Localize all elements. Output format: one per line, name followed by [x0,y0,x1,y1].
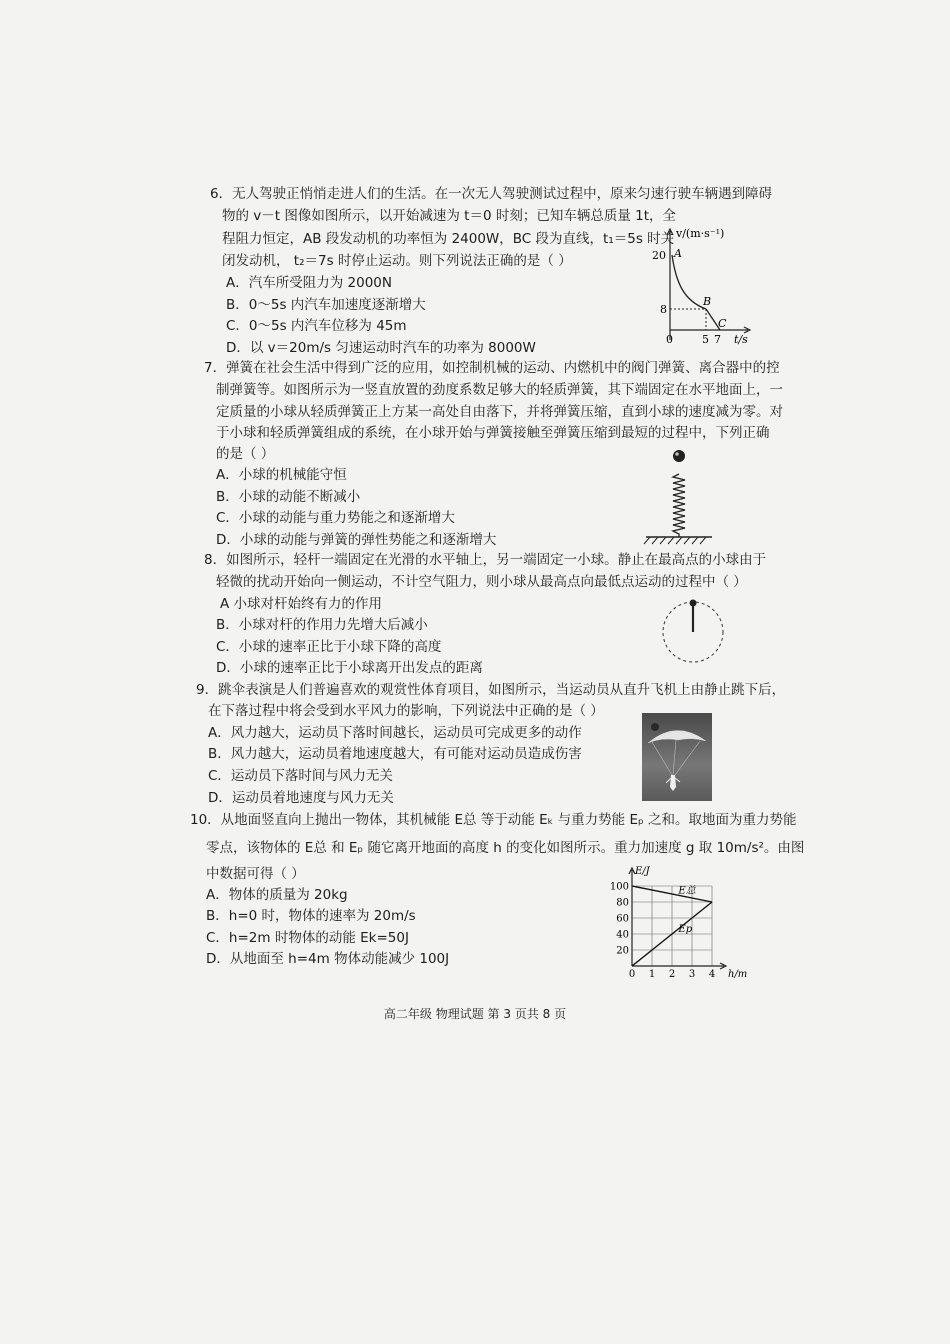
q6-graph-point-a: A [674,247,682,260]
q8-option-c: C．小球的速率正比于小球下降的高度 [216,639,442,655]
series-label: Ep [678,924,693,936]
q6-graph-y-tick-20: 20 [652,249,666,262]
q7-option-b: B．小球的动能不断减小 [216,489,361,505]
q7-stem-line4: 于小球和轻质弹簧组成的系统，在小球开始与弹簧接触至弹簧压缩到最短的过程中，下列正确 [216,425,770,441]
q6-stem-line2: 物的 v－t 图像如图所示，以开始减速为 t＝0 时刻；已知车辆总质量 1t，全 [222,208,677,224]
q6-graph-x-tick-5: 5 [702,333,709,346]
q8-option-d: D．小球的速率正比于小球离开出发点的距离 [216,660,483,676]
q9-stem-line1: 9．跳伞表演是人们普遍喜欢的观赏性体育项目，如图所示，当运动员从直升飞机上由静止跳下后， [196,682,786,698]
q7-option-a: A．小球的机械能守恒 [216,467,347,483]
y-tick-label: 20 [616,945,629,957]
series-label: E总 [678,885,696,897]
q7-stem-line5: 的是（ ） [216,446,275,462]
q10-option-c: C．h=2m 时物体的动能 Ek=50J [206,930,409,946]
ball-icon [673,450,685,462]
q10-option-b: B．h=0 时，物体的速率为 20m/s [206,908,416,924]
q6-vt-graph [648,225,758,350]
q8-rod-figure [656,594,730,668]
q6-graph-y-tick-8: 8 [660,303,667,316]
x-axis-label: h/m [728,969,748,980]
q6-stem-line1: 6．无人驾驶正悄悄走进人们的生活。在一次无人驾驶测试过程中，原来匀速行驶车辆遇到障碍 [210,186,773,202]
q6-graph-x-tick-7: 7 [714,333,721,346]
q9-option-b: B．风力越大，运动员着地速度越大，有可能对运动员造成伤害 [208,746,582,762]
q6-graph-ylabel: v/(m·s⁻¹) [676,227,725,240]
q9-option-d: D．运动员着地速度与风力无关 [208,790,394,806]
q6-graph-x-tick-0: 0 [666,333,673,346]
q6-option-a: A．汽车所受阻力为 2000N [226,275,392,291]
spring-icon [673,474,685,537]
y-tick-label: 80 [616,897,629,909]
q10-energy-chart [609,864,748,980]
q10-stem-line3: 中数据可得（ ） [206,866,305,882]
q10-option-a: A．物体的质量为 20kg [206,887,348,903]
q6-option-b: B．0～5s 内汽车加速度逐渐增大 [226,297,426,313]
q6-graph-xlabel: t/s [734,333,748,346]
x-tick-label: 0 [628,969,636,980]
q6-option-c: C．0～5s 内汽车位移为 45m [226,318,407,334]
q7-stem-line2: 制弹簧等。如图所示为一竖直放置的劲度系数足够大的轻质弹簧，其下端固定在水平地面上，一 [216,382,783,398]
q7-option-d: D．小球的动能与弹簧的弹性势能之和逐渐增大 [216,532,497,548]
q9-parachute-photo [642,713,712,801]
q10-option-d: D．从地面至 h=4m 物体动能减少 100J [206,951,450,967]
y-tick-label: 100 [609,881,629,893]
q8-option-a: A 小球对杆始终有力的作用 [220,596,383,612]
q9-stem-line2: 在下落过程中将会受到水平风力的影响，下列说法中正确的是（ ） [208,703,604,719]
q6-stem-line3: 程阻力恒定，AB 段发动机的功率恒为 2400W，BC 段为直线，t₁＝5s 时关 [222,231,675,247]
q8-option-b: B．小球对杆的作用力先增大后减小 [216,617,428,633]
y-axis-label: E/J [635,866,650,877]
q7-spring-figure [640,444,720,550]
q7-stem-line1: 7．弹簧在社会生活中得到广泛的应用，如控制机械的运动、内燃机中的阀门弹簧、离合器中的控 [204,360,780,376]
q8-stem-line1: 8．如图所示，轻杆一端固定在光滑的水平轴上，另一端固定一小球。静止在最高点的小球由于 [204,552,767,568]
x-tick-label: 3 [688,969,696,980]
q6-option-d: D．以 v＝20m/s 匀速运动时汽车的功率为 8000W [226,340,536,356]
x-tick-label: 1 [648,969,656,980]
x-tick-label: 2 [668,969,676,980]
ball-icon [690,600,697,607]
y-tick-label: 40 [616,929,629,941]
q7-option-c: C．小球的动能与重力势能之和逐渐增大 [216,510,455,526]
y-tick-label: 60 [616,913,629,925]
q9-option-c: C．运动员下落时间与风力无关 [208,768,393,784]
q10-stem-line1: 10．从地面竖直向上抛出一物体，其机械能 E总 等于动能 Eₖ 与重力势能 Eₚ 之和。取地面为重力势能 [190,812,797,828]
q8-stem-line2: 轻微的扰动开始向一侧运动，不计空气阻力，则小球从最高点向最低点运动的过程中（ ） [216,574,747,590]
q6-graph-point-b: B [703,295,712,308]
q9-option-a: A．风力越大，运动员下落时间越长，运动员可完成更多的动作 [208,725,582,741]
x-tick-label: 4 [708,969,716,980]
q6-graph-point-c: C [718,317,727,330]
q10-stem-line2: 零点，该物体的 E总 和 Eₚ 随它离开地面的高度 h 的变化如图所示。重力加速度 g 取 10m/s²。由图 [206,840,805,856]
q7-stem-line3: 定质量的小球从轻质弹簧正上方某一高处自由落下，并将弹簧压缩，直到小球的速度减为零。对 [216,404,783,420]
page-footer: 高二年级 物理试题 第 3 页共 8 页 [383,1007,567,1021]
q6-stem-line4: 闭发动机， t₂＝7s 时停止运动。则下列说法正确的是（ ） [222,253,572,269]
